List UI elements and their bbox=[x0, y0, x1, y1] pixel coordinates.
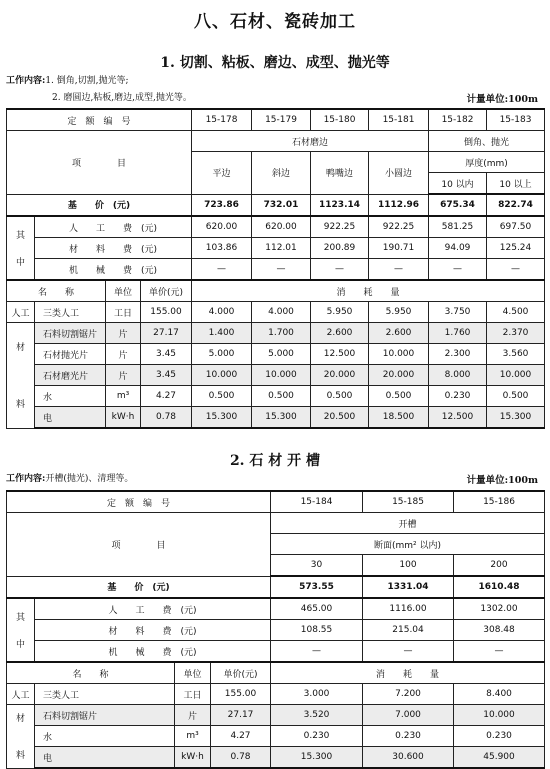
material-name: 水 bbox=[35, 386, 106, 407]
consumption-value: 10.000 bbox=[192, 365, 252, 386]
base-price: 1123.14 bbox=[311, 194, 369, 216]
section1-title: 1. 切割、粘板、磨边、成型、抛光等 bbox=[160, 55, 390, 71]
cost-value: — bbox=[311, 259, 369, 281]
cost-value: — bbox=[487, 259, 545, 281]
base-price: 1331.04 bbox=[363, 576, 454, 598]
name-header: 名 称 bbox=[7, 662, 175, 684]
consumption-value: 5.950 bbox=[369, 302, 429, 323]
code: 15-180 bbox=[311, 109, 369, 131]
base-price: 822.74 bbox=[487, 194, 545, 216]
base-price: 732.01 bbox=[252, 194, 311, 216]
of-which-char: 中 bbox=[15, 258, 25, 268]
name-header: 名 称 bbox=[7, 280, 106, 302]
cost-label: 机 械 费 (元) bbox=[35, 641, 271, 663]
material-price: 0.78 bbox=[211, 747, 271, 769]
cost-label: 机 械 费 (元) bbox=[35, 259, 192, 281]
material-name: 石材磨光片 bbox=[35, 365, 106, 386]
consumption-value: 7.000 bbox=[363, 705, 454, 726]
material-row bbox=[7, 344, 545, 365]
cost-value: — bbox=[454, 641, 545, 663]
consumption-value: 1.700 bbox=[252, 323, 311, 344]
unit-header: 单位 bbox=[175, 662, 211, 684]
size-option: 200 bbox=[454, 555, 545, 577]
code: 15-181 bbox=[369, 109, 429, 131]
base-price-row bbox=[7, 576, 545, 598]
of-which-char: 其 bbox=[15, 231, 25, 241]
base-price: 573.55 bbox=[271, 576, 363, 598]
section2-title: 2. 石 材 开 槽 bbox=[229, 453, 321, 469]
consumption-value: 1.400 bbox=[192, 323, 252, 344]
chapter-title: 八、石材、瓷砖加工 bbox=[194, 12, 356, 32]
consumption-value: 2.600 bbox=[369, 323, 429, 344]
code: 15-182 bbox=[429, 109, 487, 131]
consumption-value: 10.000 bbox=[454, 705, 545, 726]
consumption-value: 0.500 bbox=[252, 386, 311, 407]
consumption-value: 2.370 bbox=[487, 323, 545, 344]
group-row bbox=[7, 513, 545, 534]
of-which-label bbox=[7, 216, 35, 280]
base-price-row bbox=[7, 194, 545, 216]
consumption-value: 45.900 bbox=[454, 747, 545, 769]
consumption-value: 3.000 bbox=[271, 684, 363, 705]
group-row bbox=[7, 131, 545, 152]
material-row bbox=[7, 747, 545, 769]
section1-work-content bbox=[6, 74, 129, 88]
sub-item: 小圆边 bbox=[369, 152, 429, 195]
consumption-value: 0.500 bbox=[369, 386, 429, 407]
material-row bbox=[7, 684, 545, 705]
of-which-label bbox=[7, 598, 35, 662]
cost-value: 465.00 bbox=[271, 598, 363, 620]
material-unit: 片 bbox=[106, 365, 141, 386]
material-name: 石材抛光片 bbox=[35, 344, 106, 365]
cost-row bbox=[7, 620, 545, 641]
size-option: 100 bbox=[363, 555, 454, 577]
material-unit: m³ bbox=[106, 386, 141, 407]
material-price: 4.27 bbox=[141, 386, 192, 407]
consumption-value: 4.000 bbox=[252, 302, 311, 323]
size-option: 30 bbox=[271, 555, 363, 577]
cost-value: 200.89 bbox=[311, 238, 369, 259]
consumption-value: 0.230 bbox=[429, 386, 487, 407]
of-which-char: 其 bbox=[15, 613, 25, 623]
section1-unit: 计量单位:100m bbox=[466, 94, 538, 105]
cost-value: — bbox=[429, 259, 487, 281]
cost-row bbox=[7, 641, 545, 663]
side-material-label bbox=[7, 705, 35, 769]
cost-value: 922.25 bbox=[311, 216, 369, 238]
cost-value: 697.50 bbox=[487, 216, 545, 238]
consumption-header: 消 耗 量 bbox=[271, 662, 545, 684]
base-price: 675.34 bbox=[429, 194, 487, 216]
material-row bbox=[7, 365, 545, 386]
consumption-value: 5.950 bbox=[311, 302, 369, 323]
side-material-char: 材 bbox=[15, 714, 25, 725]
cost-value: 215.04 bbox=[363, 620, 454, 641]
cost-value: 581.25 bbox=[429, 216, 487, 238]
base-price: 1112.96 bbox=[369, 194, 429, 216]
cost-row bbox=[7, 238, 545, 259]
material-unit: 片 bbox=[106, 344, 141, 365]
material-price: 0.78 bbox=[141, 407, 192, 429]
code: 15-183 bbox=[487, 109, 545, 131]
cost-value: 922.25 bbox=[369, 216, 429, 238]
cost-value: 190.71 bbox=[369, 238, 429, 259]
material-unit: kW·h bbox=[175, 747, 211, 769]
material-price: 3.45 bbox=[141, 344, 192, 365]
section1-work-line2: 2. 磨圆边,粘板,磨边,成型,抛光等。 bbox=[52, 93, 192, 103]
cost-row bbox=[7, 216, 545, 238]
material-unit: 工日 bbox=[106, 302, 141, 323]
side-material-label bbox=[7, 323, 35, 429]
material-name: 三类人工 bbox=[35, 302, 106, 323]
material-unit: kW·h bbox=[106, 407, 141, 429]
code: 15-185 bbox=[363, 491, 454, 513]
consumption-value: 10.000 bbox=[252, 365, 311, 386]
consume-header-row bbox=[7, 280, 545, 302]
consumption-value: 10.000 bbox=[369, 344, 429, 365]
consumption-value: 5.000 bbox=[252, 344, 311, 365]
base-price: 1610.48 bbox=[454, 576, 545, 598]
unit-header: 单位 bbox=[106, 280, 141, 302]
consumption-value: 3.560 bbox=[487, 344, 545, 365]
section-size-label: 断面(mm² 以内) bbox=[271, 534, 545, 555]
work-line1: 开槽(抛光)、清理等。 bbox=[45, 474, 134, 484]
side-material-char: 料 bbox=[15, 400, 25, 411]
material-name: 石料切割锯片 bbox=[35, 705, 175, 726]
side-material-char: 料 bbox=[15, 751, 25, 762]
material-row bbox=[7, 323, 545, 344]
consumption-value: 15.300 bbox=[192, 407, 252, 429]
base-price-label: 基 价 (元) bbox=[7, 194, 192, 216]
cost-value: 1302.00 bbox=[454, 598, 545, 620]
material-unit: m³ bbox=[175, 726, 211, 747]
section2-unit: 计量单位:100m bbox=[466, 475, 538, 486]
group-stone-edge: 石材磨边 bbox=[192, 131, 429, 152]
material-row bbox=[7, 705, 545, 726]
material-price: 4.27 bbox=[211, 726, 271, 747]
cost-value: — bbox=[271, 641, 363, 663]
cost-label: 人 工 费 (元) bbox=[35, 598, 271, 620]
section1-table bbox=[6, 108, 545, 429]
consumption-value: 2.600 bbox=[311, 323, 369, 344]
consumption-value: 0.500 bbox=[192, 386, 252, 407]
material-name: 水 bbox=[35, 726, 175, 747]
code: 15-184 bbox=[271, 491, 363, 513]
consumption-value: 1.760 bbox=[429, 323, 487, 344]
work-label: 工作内容: bbox=[6, 76, 46, 86]
material-row bbox=[7, 407, 545, 429]
price-header: 单价(元) bbox=[141, 280, 192, 302]
material-price: 155.00 bbox=[141, 302, 192, 323]
consumption-value: 7.200 bbox=[363, 684, 454, 705]
consumption-value: 8.400 bbox=[454, 684, 545, 705]
cost-value: 620.00 bbox=[192, 216, 252, 238]
price-header: 单价(元) bbox=[211, 662, 271, 684]
thickness-option: 10 以内 bbox=[429, 173, 487, 195]
group-chamfer: 倒角、抛光 bbox=[429, 131, 545, 152]
code: 15-186 bbox=[454, 491, 545, 513]
material-price: 27.17 bbox=[211, 705, 271, 726]
consumption-value: 4.500 bbox=[487, 302, 545, 323]
cost-row bbox=[7, 598, 545, 620]
side-material-char: 材 bbox=[15, 343, 25, 354]
work-line1: 1. 倒角,切割,抛光等; bbox=[45, 76, 129, 86]
work-label: 工作内容: bbox=[6, 474, 46, 484]
cost-value: 1116.00 bbox=[363, 598, 454, 620]
sub-item: 平边 bbox=[192, 152, 252, 195]
code-label: 定 额 编 号 bbox=[7, 491, 271, 513]
cost-row bbox=[7, 259, 545, 281]
item-label: 项 目 bbox=[7, 513, 271, 577]
consumption-value: 2.300 bbox=[429, 344, 487, 365]
consumption-value: 3.750 bbox=[429, 302, 487, 323]
sub-item: 鸭嘴边 bbox=[311, 152, 369, 195]
material-unit: 工日 bbox=[175, 684, 211, 705]
cost-value: — bbox=[252, 259, 311, 281]
cost-label: 材 料 费 (元) bbox=[35, 238, 192, 259]
cost-value: 108.55 bbox=[271, 620, 363, 641]
code: 15-178 bbox=[192, 109, 252, 131]
code-row bbox=[7, 491, 545, 513]
consumption-value: 0.500 bbox=[487, 386, 545, 407]
code-label: 定 额 编 号 bbox=[7, 109, 192, 131]
material-unit: 片 bbox=[106, 323, 141, 344]
cost-value: — bbox=[363, 641, 454, 663]
code: 15-179 bbox=[252, 109, 311, 131]
consumption-value: 5.000 bbox=[192, 344, 252, 365]
consumption-value: 12.500 bbox=[311, 344, 369, 365]
consumption-value: 15.300 bbox=[487, 407, 545, 429]
consumption-value: 10.000 bbox=[487, 365, 545, 386]
thickness-option: 10 以上 bbox=[487, 173, 545, 195]
cost-value: 620.00 bbox=[252, 216, 311, 238]
section2-work-content bbox=[6, 472, 133, 486]
material-name: 电 bbox=[35, 747, 175, 769]
material-unit: 片 bbox=[175, 705, 211, 726]
cost-value: 308.48 bbox=[454, 620, 545, 641]
material-row bbox=[7, 302, 545, 323]
base-price: 723.86 bbox=[192, 194, 252, 216]
consumption-value: 30.600 bbox=[363, 747, 454, 769]
consumption-value: 15.300 bbox=[252, 407, 311, 429]
consumption-value: 0.230 bbox=[271, 726, 363, 747]
consumption-header: 消 耗 量 bbox=[192, 280, 545, 302]
cost-value: — bbox=[369, 259, 429, 281]
section2-table bbox=[6, 490, 545, 769]
cost-value: 103.86 bbox=[192, 238, 252, 259]
side-labor-label: 人工 bbox=[7, 302, 35, 323]
consumption-value: 18.500 bbox=[369, 407, 429, 429]
consumption-value: 20.500 bbox=[311, 407, 369, 429]
base-price-label: 基 价 (元) bbox=[7, 576, 271, 598]
material-row bbox=[7, 726, 545, 747]
thickness-label: 厚度(mm) bbox=[429, 152, 545, 173]
cost-value: 125.24 bbox=[487, 238, 545, 259]
consumption-value: 15.300 bbox=[271, 747, 363, 769]
code-row bbox=[7, 109, 545, 131]
group-slotting: 开槽 bbox=[271, 513, 545, 534]
consumption-value: 0.500 bbox=[311, 386, 369, 407]
consumption-value: 0.230 bbox=[454, 726, 545, 747]
of-which-char: 中 bbox=[15, 640, 25, 650]
consumption-value: 12.500 bbox=[429, 407, 487, 429]
cost-value: 94.09 bbox=[429, 238, 487, 259]
cost-value: 112.01 bbox=[252, 238, 311, 259]
consumption-value: 8.000 bbox=[429, 365, 487, 386]
cost-label: 人 工 费 (元) bbox=[35, 216, 192, 238]
material-name: 三类人工 bbox=[35, 684, 175, 705]
consumption-value: 20.000 bbox=[311, 365, 369, 386]
material-row bbox=[7, 386, 545, 407]
material-price: 27.17 bbox=[141, 323, 192, 344]
side-labor-label: 人工 bbox=[7, 684, 35, 705]
cost-label: 材 料 费 (元) bbox=[35, 620, 271, 641]
consumption-value: 0.230 bbox=[363, 726, 454, 747]
item-label: 项 目 bbox=[7, 131, 192, 195]
consume-header-row bbox=[7, 662, 545, 684]
material-name: 石料切割锯片 bbox=[35, 323, 106, 344]
material-price: 3.45 bbox=[141, 365, 192, 386]
consumption-value: 4.000 bbox=[192, 302, 252, 323]
cost-value: — bbox=[192, 259, 252, 281]
consumption-value: 3.520 bbox=[271, 705, 363, 726]
sub-item: 斜边 bbox=[252, 152, 311, 195]
material-price: 155.00 bbox=[211, 684, 271, 705]
material-name: 电 bbox=[35, 407, 106, 429]
consumption-value: 20.000 bbox=[369, 365, 429, 386]
